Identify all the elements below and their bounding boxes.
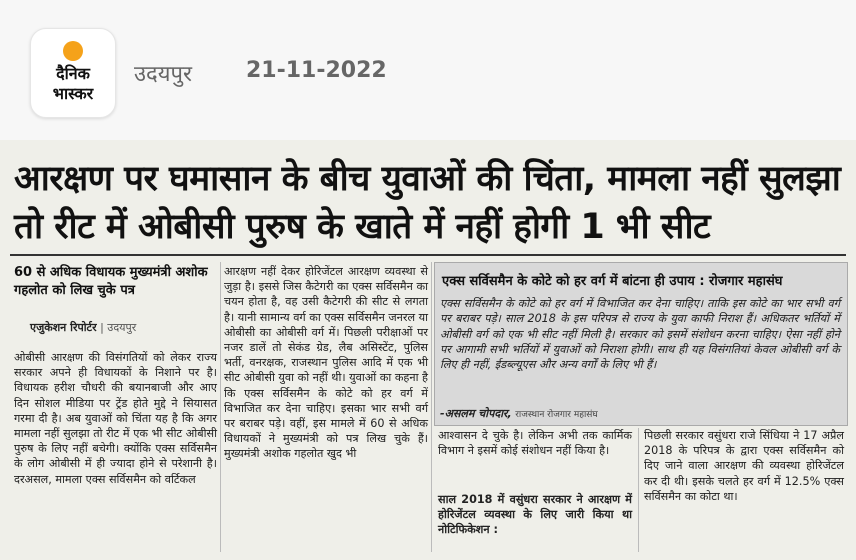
logo-text-line1: दैनिक	[56, 64, 90, 83]
article-column-4: पिछली सरकार वसुंधरा राजे सिंधिया ने 17 अप्रैल 2018 के परिपत्र के द्वारा एक्स सर्विसमैन को दिए जाने वाला आरक्षण की व्यवस्था होरिजेंटल कर दी थी। इसके चलते हर वर्ग में 12.5% एक्स सर्विसमैन का कोटा था।	[644, 429, 844, 503]
article-headline: आरक्षण पर घमासान के बीच युवाओं की चिंता, मामला नहीं सुलझा तो रीट में ओबीसी पुरुष के खाते में नहीं होगी 1 भी सीट	[14, 159, 841, 247]
article-column-2: आरक्षण नहीं देकर होरिजेंटल आरक्षण व्यवस्था से जुड़ा है। इससे जिस कैटेगरी का एक्स सर्विसमैन का चयन होता है, वह उसी कैटेगरी की सीट से लगता है। यानी सामान्य वर्ग का एक्स सर्विसमैन जनरल या ओबीसी का ओबीसी वर्ग में। पिछली परीक्षाओं पर नजर डालें तो सेकंड ग्रेड, लैब असिस्टेंट, पुलिस भर्ती, वनरक्षक, राजस्थान पुलिस आदि में एक भी सीट ओबीसी युवा को नहीं थी। युवाओं का कहना है कि एक्स सर्विसमैन के कोटे को हर वर्ग में विभाजित कर देना चाहिए। इसका भार सभी वर्ग पर बराबर पड़े। वहीं, इस मामले में 60 से अधिक विधायकों ने मुख्यमंत्री को पत्र लिख चुके हैं। मुख्यमंत्री अशोक गहलोत खुद भी	[224, 265, 428, 461]
column-divider	[431, 262, 432, 552]
article-column-3: आश्वासन दे चुके है। लेकिन अभी तक कार्मिक विभाग ने इसमें कोई संशोधन नहीं किया है।	[438, 429, 632, 458]
byline-city: | उदयपुर	[100, 321, 137, 334]
sidebar-heading: एक्स सर्विसमैन के कोटे को हर वर्ग में बांटना ही उपाय : रोजगार महासंघ	[442, 274, 783, 289]
article-column-1: ओबीसी आरक्षण की विसंगतियों को लेकर राज्य सरकार अपने ही विधायकों के निशाने पर है। विधायक हरीश चौधरी की बयानबाजी और आए दिन सोशल मीडिया पर ट्रेंड होते मुद्दे ने सियासत गरमा दी है। अब युवाओं को चिंता यह है कि अगर मामला नहीं सुलझा तो रीट में एक भी सीट ओबीसी पुरुष के लिए नहीं बचेगी। क्योंकि एक्स सर्विसमैन के लोग ओबीसी में ही ज्यादा होने से परेशानी है। दरअसल, मामला एक्स सर्विसमैन को वर्टिकल	[14, 351, 217, 486]
sidebar-body: एक्स सर्विसमैन के कोटे को हर वर्ग में विभाजित कर देना चाहिए। ताकि इस कोटे का भार सभी वर्ग पर बराबर पड़े। साल 2018 के इस परिपत्र से राज्य के युवा काफी निराश हैं। अधिकतर भर्तियों में ओबीसी वर्ग को एक भी सीट नहीं मिली है। सरकार को इसमें संशोधन करना चाहिए। ऐसा नहीं होने पर आगामी सभी भर्तियों में युवाओं को निराशा होगी। साथ ही यह विसंगतियां केवल ओबीसी वर्ग के लिए ही नहीं, ईडब्ल्यूएस और अन्य वर्गों के लिए भी हैं।	[440, 297, 840, 372]
column-divider	[638, 428, 639, 552]
article-byline	[30, 320, 136, 335]
headline-rule	[10, 254, 846, 256]
dainik-bhaskar-logo[interactable]	[30, 28, 116, 118]
app-header	[0, 0, 856, 140]
sun-icon	[63, 41, 83, 61]
sidebar-quote-attribution	[440, 406, 598, 421]
quote-org: राजस्थान रोजगार महासंघ	[515, 410, 598, 420]
edition-city: उदयपुर	[134, 62, 192, 87]
byline-name: एजुकेशन रिपोर्टर	[30, 321, 97, 334]
edition-date: 21-11-2022	[246, 58, 387, 83]
quote-name: -असलम चोपदार,	[440, 407, 512, 420]
article-subheading: 60 से अधिक विधायक मुख्यमंत्री अशोक गहलोत को लिख चुके पत्र	[14, 265, 208, 298]
logo-text-line2: भास्कर	[52, 84, 94, 103]
article-column-3-bold: साल 2018 में वसुंधरा सरकार ने आरक्षण में होरिजेंटल व्यवस्था के लिए जारी किया था नोटिफिकेशन :	[438, 493, 632, 537]
column-divider	[220, 262, 221, 552]
